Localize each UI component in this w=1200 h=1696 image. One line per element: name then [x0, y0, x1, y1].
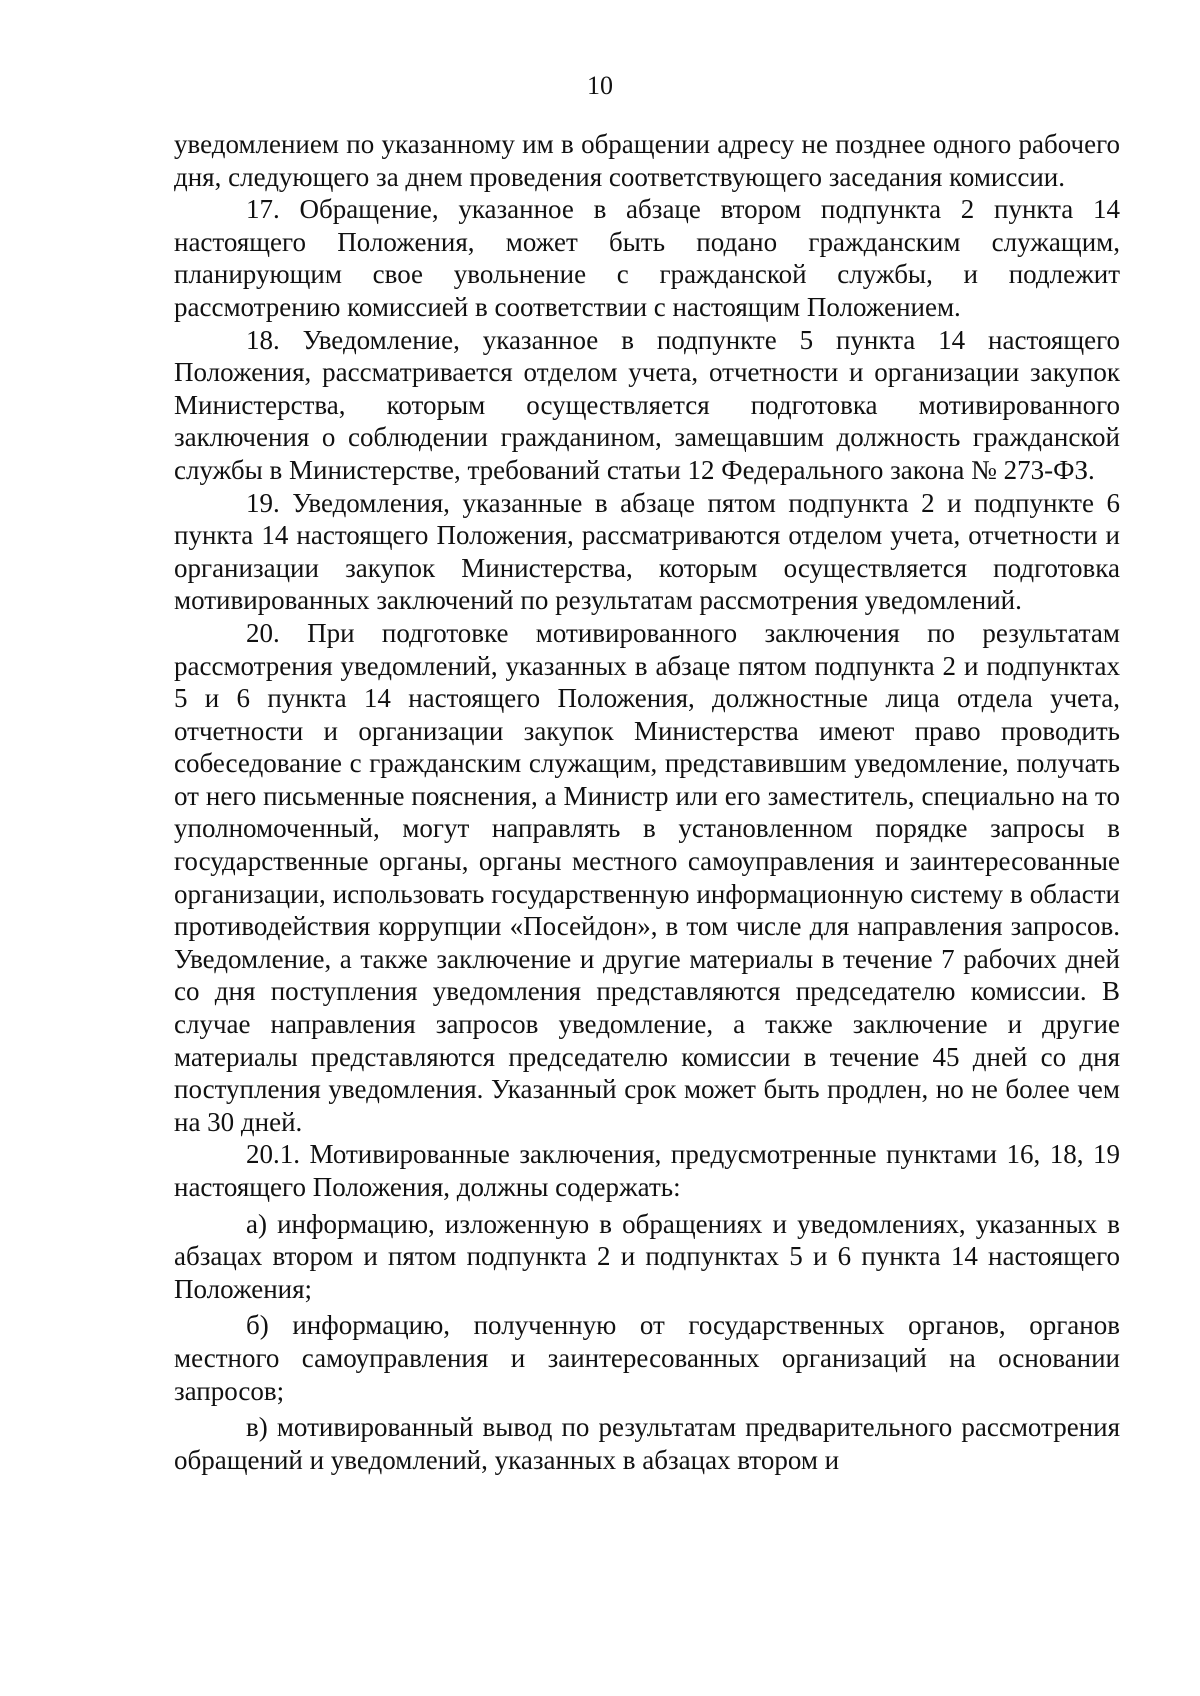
paragraph-17: 17. Обращение, указанное в абзаце втором подпункта 2 пункта 14 настоящего Положения, может быть подано гражданским служащим, планирующим свое увольнение с гражданской службы, и подлежит рассмотрению комиссией в соответствии с настоящим Положением.	[174, 194, 1120, 322]
paragraph-18: 18. Уведомление, указанное в подпункте 5 пункта 14 настоящего Положения, рассматривается отделом учета, отчетности и организации закупок Министерства, которым осуществляется подготовка мотивированного заключения о соблюдении гражданином, замещавшим должность гражданской службы в Министерстве, требований статьи 12 Федерального закона № 273-ФЗ.	[174, 324, 1120, 485]
subparagraph-v: в) мотивированный вывод по результатам предварительного рассмотрения обращений и уведомлений, указанных в абзацах втором и	[174, 1412, 1120, 1475]
paragraph-19: 19. Уведомления, указанные в абзаце пятом подпункта 2 и подпункте 6 пункта 14 настоящего Положения, рассматриваются отделом учета, отчетности и организации закупок Министерства, которым осуществляется подготовка мотивированных заключений по результатам рассмотрения уведомлений.	[174, 487, 1120, 616]
paragraph-20: 20. При подготовке мотивированного заключения по результатам рассмотрения уведомлений, указанных в абзаце пятом подпункта 2 и подпунктах 5 и 6 пункта 14 настоящего Положения, должностные лица отдела учета, отчетности и организации закупок Министерства имеют право проводить собеседование с гражданским служащим, представившим уведомление, получать от него письменные пояснения, а Министр или его заместитель, специально на то уполномоченный, могут направлять в установленном порядке запросы в государственные органы, органы местного самоуправления и заинтересованные организации, использовать государственную информационную систему в области противодействия коррупции «Посейдон», в том числе для направления запросов. Уведомление, а также заключение и другие материалы в течение 7 рабочих дней со дня поступления уведомления представляются председателю комиссии. В случае направления запросов уведомление, а также заключение и другие материалы представляются председателю комиссии в течение 45 дней со дня поступления уведомления. Указанный срок может быть продлен, но не более чем на 30 дней.	[174, 617, 1120, 1137]
paragraph-continuation: уведомлением по указанному им в обращении адресу не позднее одного рабочего дня, следующего за днем проведения соответствующего заседания комиссии.	[174, 129, 1120, 192]
page-number: 10	[587, 71, 613, 100]
document-body	[174, 128, 1120, 1476]
paragraph-20-1: 20.1. Мотивированные заключения, предусмотренные пунктами 16, 18, 19 настоящего Положения, должны содержать:	[174, 1139, 1120, 1202]
subparagraph-b: б) информацию, полученную от государственных органов, органов местного самоуправления и заинтересованных организаций на основании запросов;	[174, 1310, 1120, 1406]
subparagraph-a: а) информацию, изложенную в обращениях и уведомлениях, указанных в абзацах втором и пятом подпункта 2 и подпунктах 5 и 6 пункта 14 настоящего Положения;	[174, 1208, 1120, 1304]
